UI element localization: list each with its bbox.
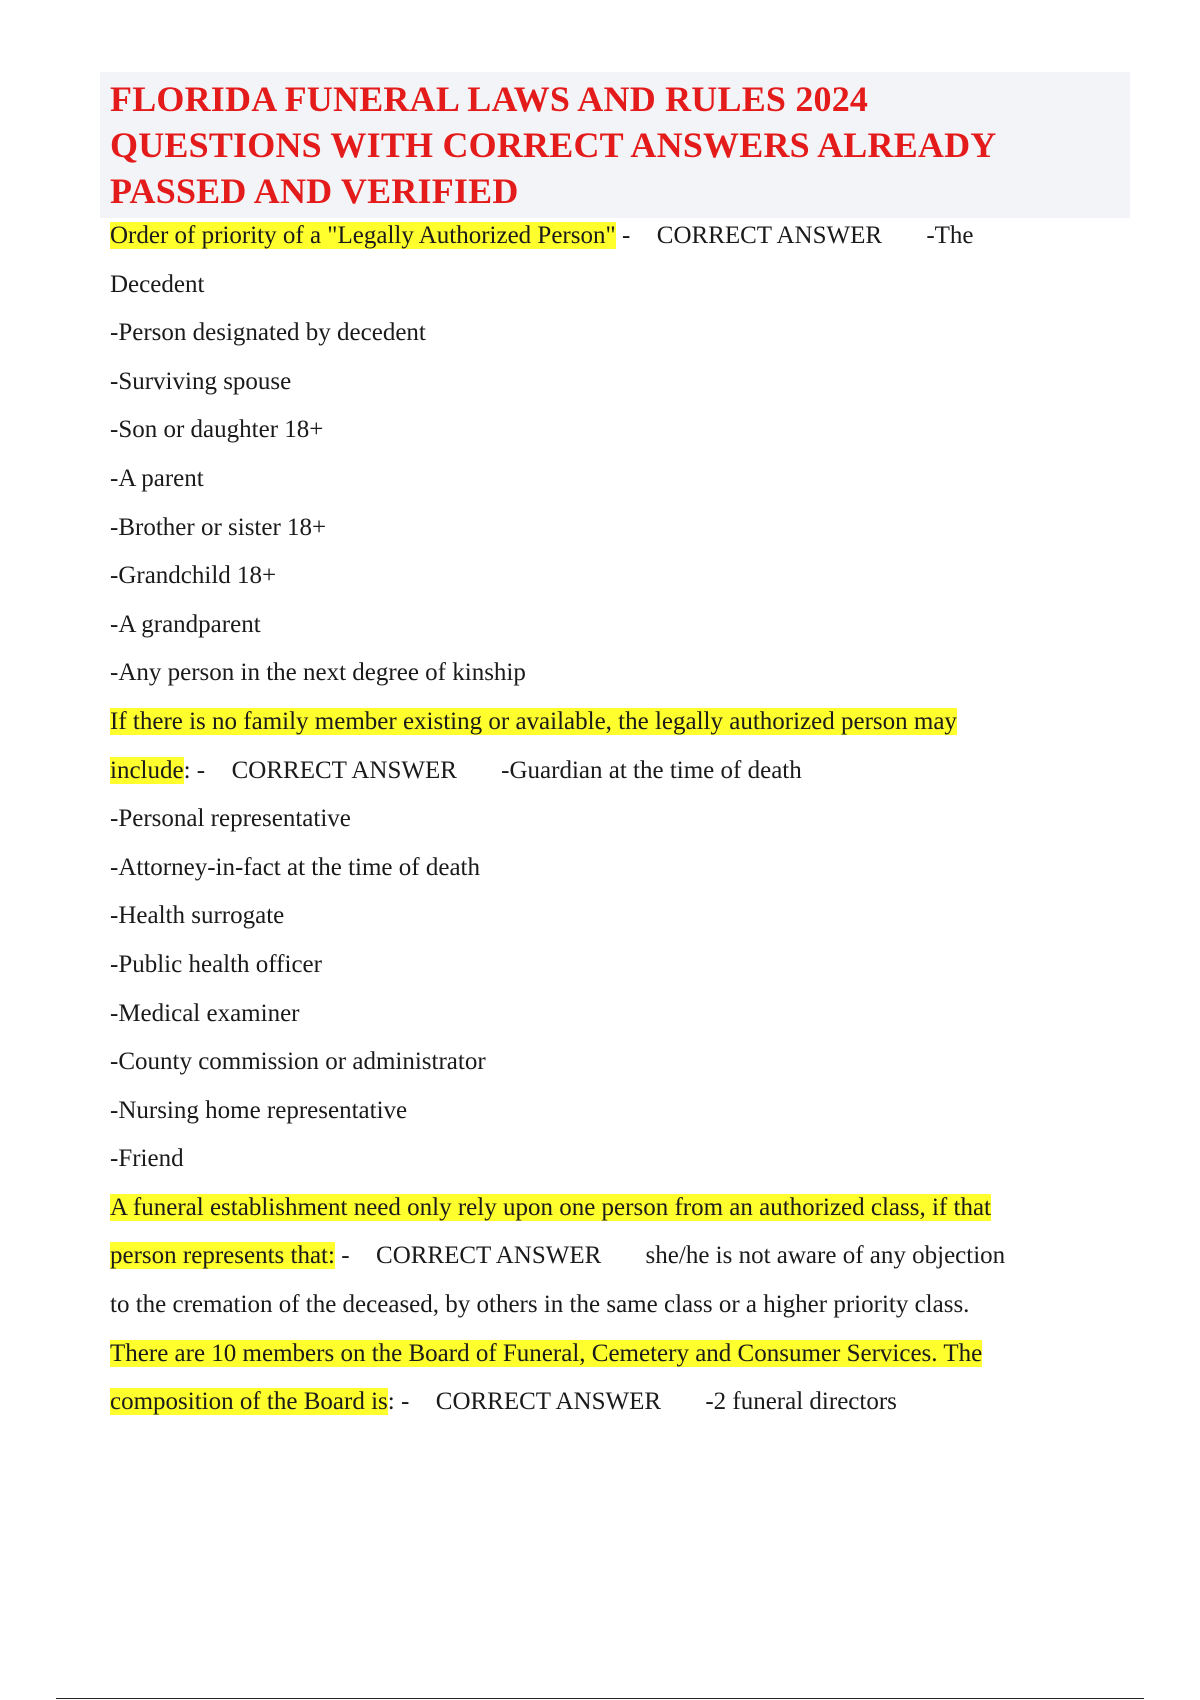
answer-label: CORRECT ANSWER xyxy=(376,1242,602,1270)
q2-question-part-2: include xyxy=(110,756,184,784)
list-item: -Brother or sister 18+ xyxy=(110,513,327,541)
q4-question-part-1: There are 10 members on the Board of Funeral, Cemetery and Consumer Services. The xyxy=(110,1339,983,1367)
q2-question-part-1: If there is no family member existing or available, the legally authorized person may xyxy=(110,707,957,735)
q4-answer-start: -2 funeral directors xyxy=(705,1388,897,1416)
list-item: -Person designated by decedent xyxy=(110,319,426,347)
q3-question-line-2 xyxy=(110,1232,1120,1281)
separator: - xyxy=(621,222,637,249)
list-item: -County commission or administrator xyxy=(110,1048,486,1076)
q3-question-part-1: A funeral establishment need only rely upon one person from an authorized class, if that xyxy=(110,1193,991,1221)
q2-answer-start: -Guardian at the time of death xyxy=(501,756,802,784)
document-title xyxy=(100,72,1130,218)
q4-question-line-1 xyxy=(110,1330,1120,1379)
page-bottom-rule xyxy=(56,1698,1144,1699)
q3-question-line-1 xyxy=(110,1184,1120,1233)
answer-label: CORRECT ANSWER xyxy=(231,756,457,784)
q4-question-line-2 xyxy=(110,1378,1120,1427)
list-item: -A grandparent xyxy=(110,610,261,638)
q2-question-line-1 xyxy=(110,698,1120,747)
list-item: -Public health officer xyxy=(110,950,322,978)
list-item: -Personal representative xyxy=(110,805,351,833)
q1-question-line xyxy=(110,212,1120,261)
list-item: -Attorney-in-fact at the time of death xyxy=(110,853,480,881)
q3-answer-cont: to the cremation of the deceased, by others in the same class or a higher priority class. xyxy=(110,1291,970,1319)
title-line-1: FLORIDA FUNERAL LAWS AND RULES 2024 xyxy=(110,79,869,119)
title-line-3: PASSED AND VERIFIED xyxy=(110,171,519,211)
title-line-2: QUESTIONS WITH CORRECT ANSWERS ALREADY xyxy=(110,125,997,165)
list-item: -A parent xyxy=(110,464,204,492)
q2-question-line-2 xyxy=(110,747,1120,796)
q3-answer-start: she/he is not aware of any objection xyxy=(645,1242,1006,1270)
qa-content xyxy=(110,212,1120,1427)
answer-label: CORRECT ANSWER xyxy=(435,1388,662,1416)
q4-question-part-2: composition of the Board is xyxy=(110,1388,388,1416)
list-item: -Medical examiner xyxy=(110,999,300,1027)
q3-question-part-2: person represents that: xyxy=(110,1242,335,1270)
list-item: -Grandchild 18+ xyxy=(110,562,277,590)
list-item: -Health surrogate xyxy=(110,902,285,930)
list-item: -Any person in the next degree of kinship xyxy=(110,659,526,687)
answer-label: CORRECT ANSWER xyxy=(656,222,883,249)
list-item: -Nursing home representative xyxy=(110,1096,408,1124)
q1-answer-start: -The xyxy=(926,222,974,249)
separator: : - xyxy=(387,1388,416,1416)
separator: : - xyxy=(183,756,212,784)
q1-question: Order of priority of a "Legally Authorized Person" xyxy=(110,222,616,249)
q1-answer-cont: Decedent xyxy=(110,270,205,298)
list-item: -Son or daughter 18+ xyxy=(110,416,324,444)
separator: - xyxy=(341,1242,356,1270)
list-item: -Friend xyxy=(110,1145,184,1173)
list-item: -Surviving spouse xyxy=(110,367,292,395)
